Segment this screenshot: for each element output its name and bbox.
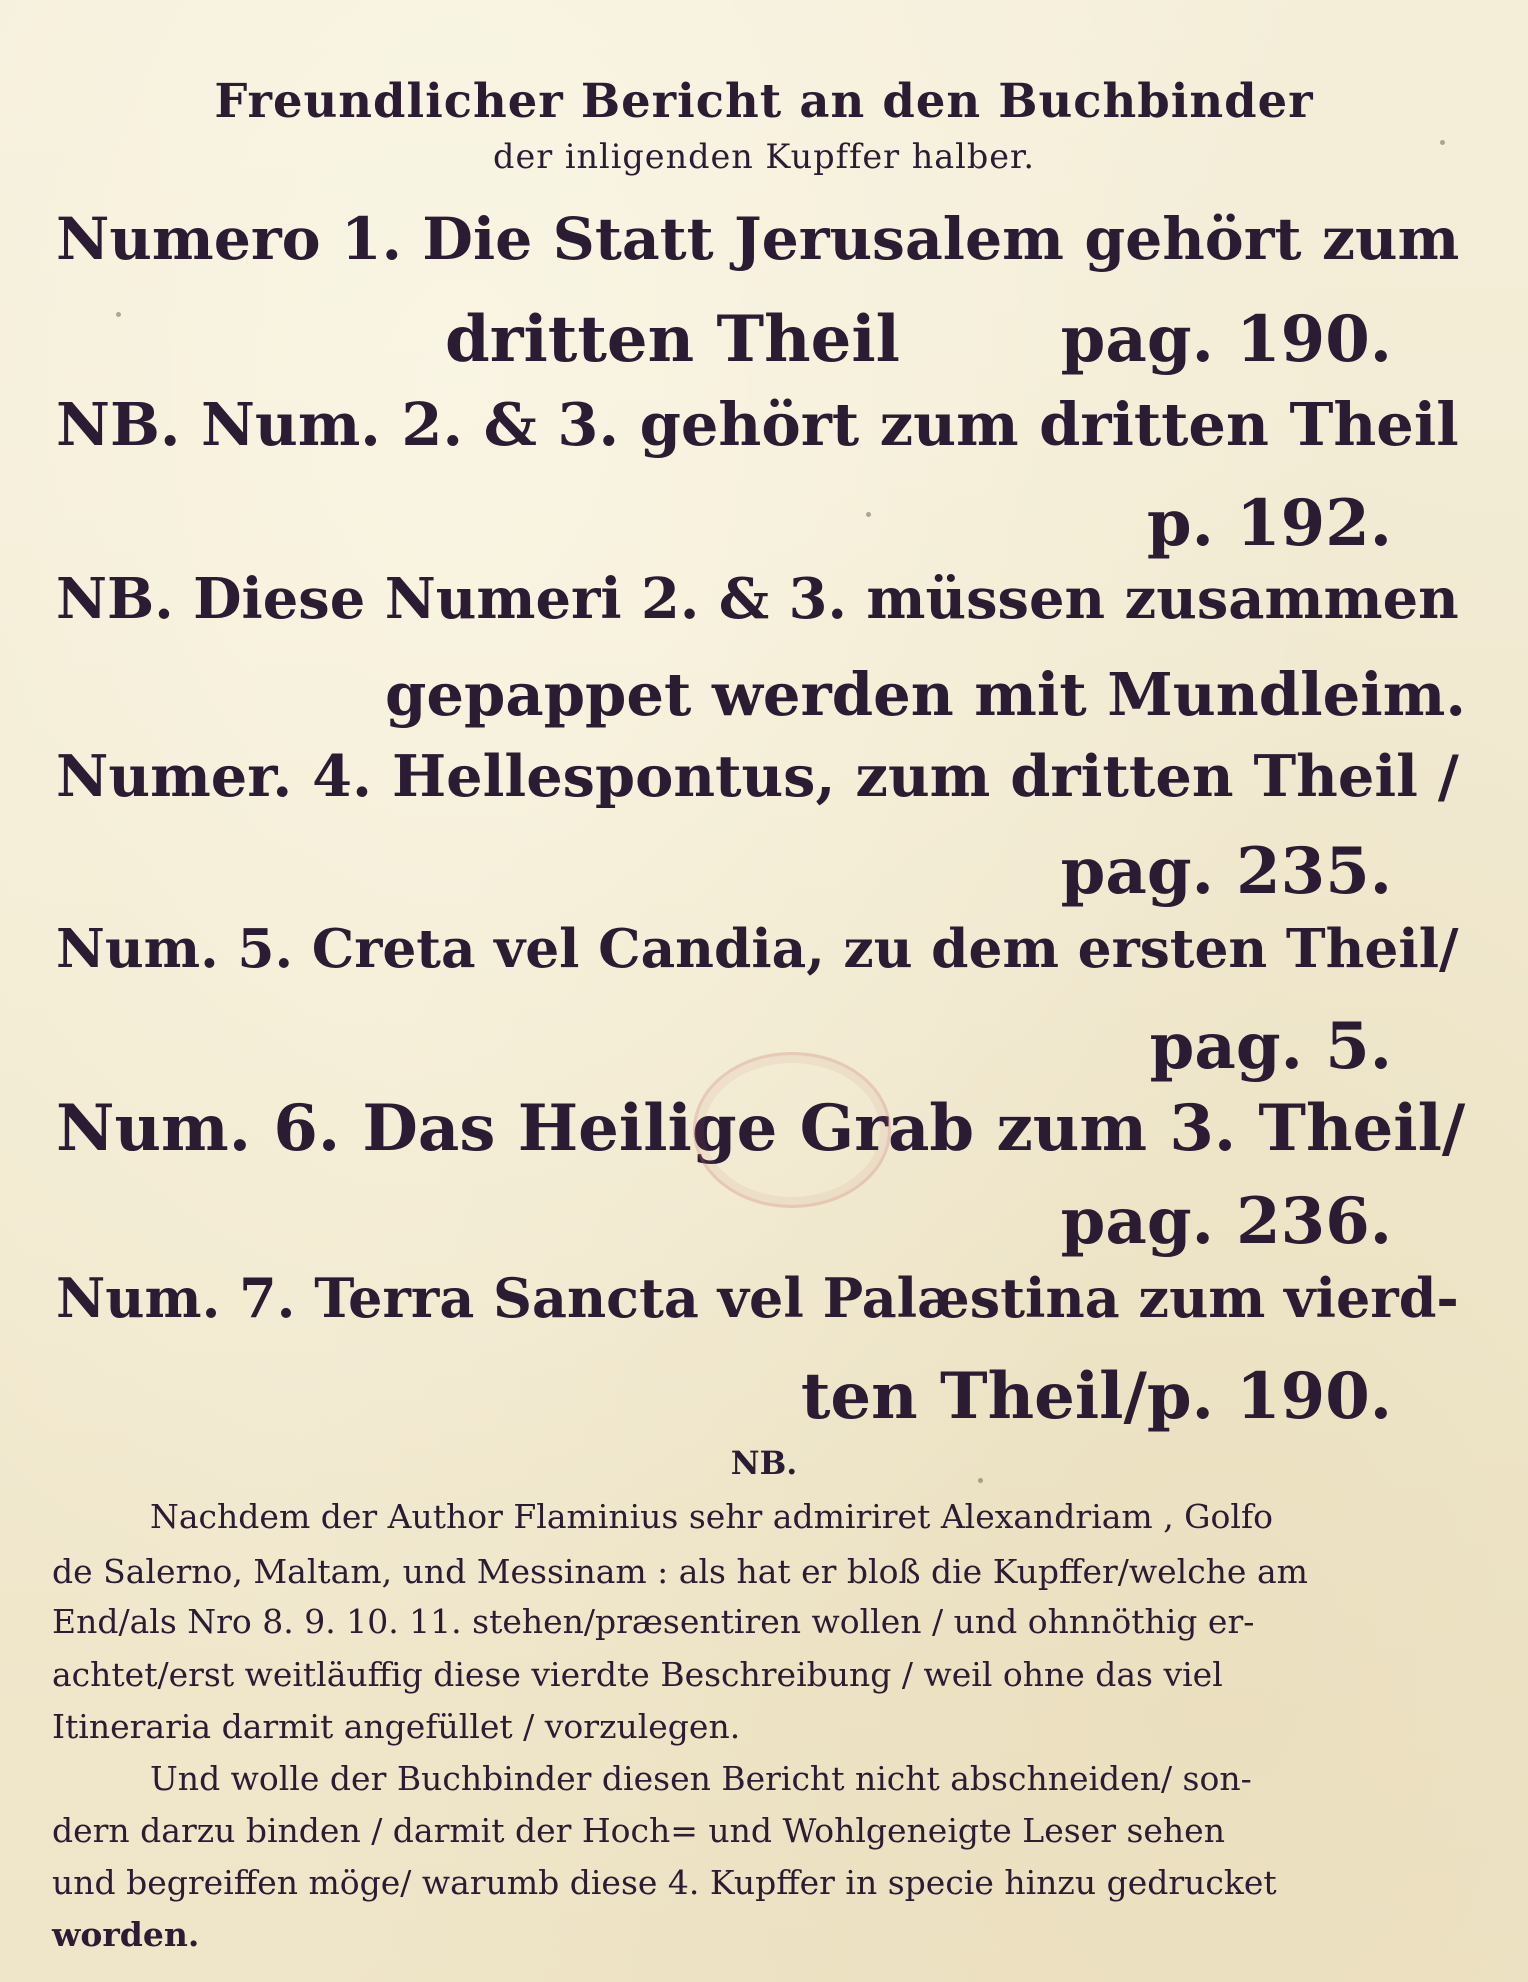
entry-7-line-1: Num. 7. Terra Sancta vel Palæstina zum vierd-: [56, 1266, 1459, 1330]
note-line: dern darzu binden / darmit der Hoch= und Wohlgeneigte Leser sehen: [52, 1811, 1225, 1850]
heading-line-2: der inligenden Kupffer halber.: [493, 137, 1035, 176]
entry-2-line-2: p. 192.: [1146, 486, 1392, 561]
paper-speck: [1440, 140, 1445, 145]
entry-6-line-2: pag. 236.: [1060, 1184, 1392, 1259]
note-line: Nachdem der Author Flaminius sehr admiriret Alexandriam , Golfo: [150, 1497, 1274, 1536]
entry-5-line-2: pag. 5.: [1149, 1009, 1392, 1084]
paper-speck: [978, 1478, 983, 1483]
note-label: NB.: [730, 1445, 798, 1482]
entry-1-line-1: Numero 1. Die Statt Jerusalem gehört zum: [56, 204, 1460, 273]
entry-1-page: pag. 190.: [1060, 302, 1392, 377]
entry-3-line-2: gepappet werden mit Mundleim.: [385, 659, 1466, 729]
entry-6-line-1: Num. 6. Das Heilige Grab zum 3. Theil/: [56, 1091, 1466, 1166]
entry-3-line-1: NB. Diese Numeri 2. & 3. müssen zusammen: [56, 567, 1459, 632]
heading-line-1: Freundlicher Bericht an den Buchbinder: [214, 73, 1314, 128]
entry-1-line-2: [445, 302, 1392, 377]
entry-4-line-2: pag. 235.: [1060, 834, 1392, 909]
note-line: de Salerno, Maltam, und Messinam : als hat er bloß die Kupffer/welche am: [52, 1552, 1308, 1591]
entry-5-line-1: Num. 5. Creta vel Candia, zu dem ersten Theil/: [56, 917, 1459, 980]
entry-7-line-2: ten Theil/p. 190.: [800, 1359, 1392, 1434]
note-line: achtet/erst weitläuffig diese vierdte Beschreibung / weil ohne das viel: [52, 1655, 1223, 1694]
paper-speck: [116, 312, 121, 317]
note-line: und begreiffen möge/ warumb diese 4. Kupffer in specie hinzu gedrucket: [52, 1863, 1277, 1902]
note-line: Und wolle der Buchbinder diesen Bericht nicht abschneiden/ son-: [150, 1759, 1252, 1798]
entry-1-part: dritten Theil: [445, 302, 900, 377]
entry-4-line-1: Numer. 4. Hellespontus, zum dritten Theil /: [56, 742, 1459, 810]
note-line: worden.: [52, 1915, 200, 1954]
note-line: Itineraria darmit angefüllet / vorzulegen.: [52, 1707, 741, 1746]
note-line: End/als Nro 8. 9. 10. 11. stehen/præsentiren wollen / und ohnnöthig er-: [52, 1602, 1255, 1641]
entry-2-line-1: NB. Num. 2. & 3. gehört zum dritten Theil: [56, 390, 1459, 459]
library-stamp: [693, 1052, 891, 1208]
paper-speck: [866, 512, 871, 517]
